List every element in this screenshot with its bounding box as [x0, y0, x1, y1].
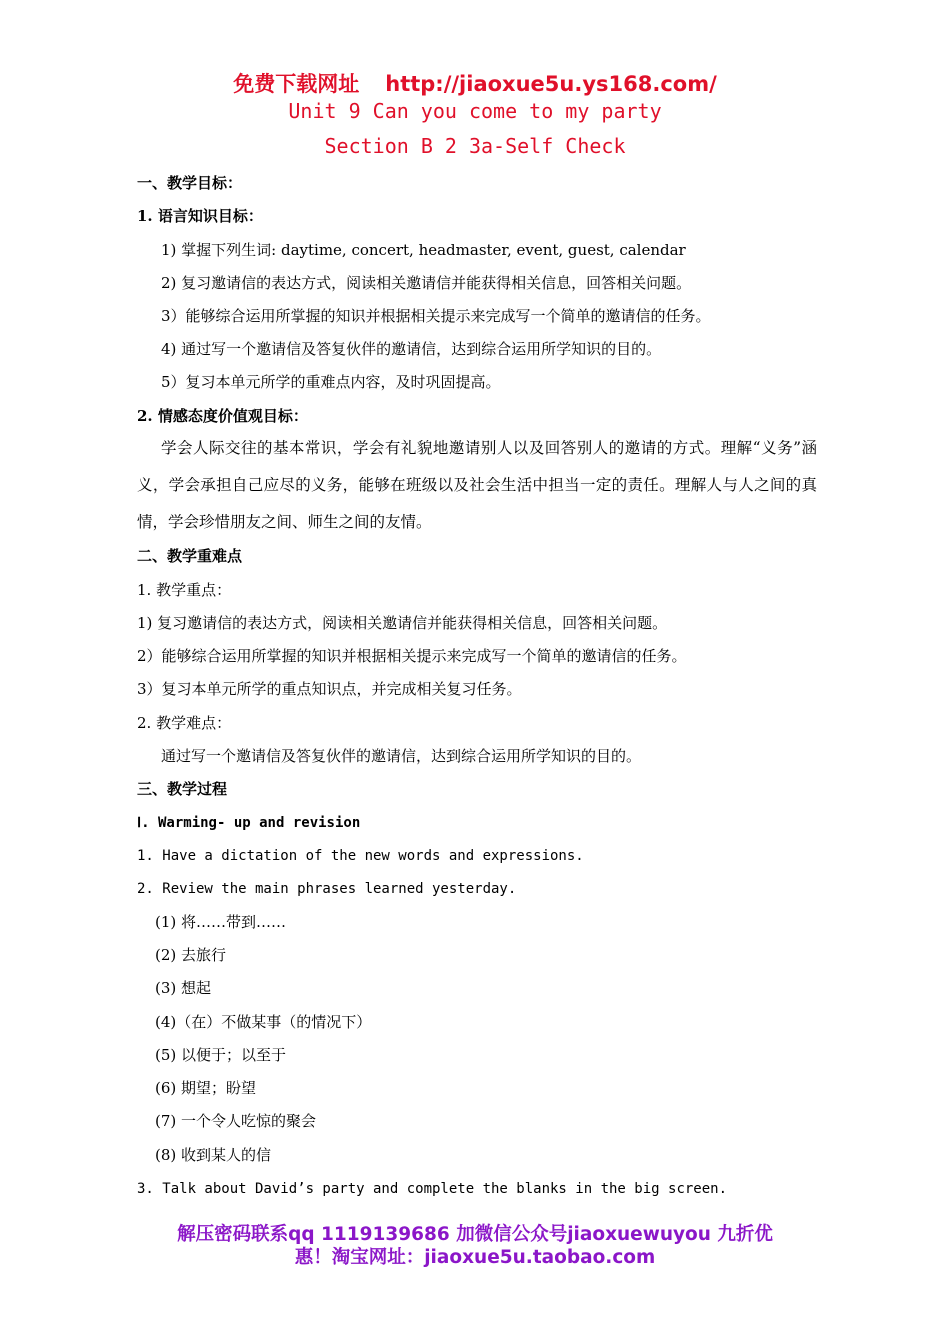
phrase-item: (7) 一个令人吃惊的聚会	[155, 1112, 317, 1130]
key-points-title: 1. 教学重点：	[137, 581, 232, 599]
step-item-talk: 3. Talk about David’s party and complete the blanks in the big screen.	[137, 1181, 728, 1197]
phrase-item: (5) 以便于；以至于	[155, 1046, 287, 1064]
step-item-dictation: 1. Have a dictation of the new words and expressions.	[137, 848, 584, 864]
download-label: 免费下载网址	[233, 72, 360, 96]
difficulty-title: 2. 教学难点：	[137, 714, 232, 732]
footer-contact: 解压密码联系qq 1119139686 加微信公众号jiaoxuewuyou 九折优	[177, 1224, 773, 1245]
phrase-item: (2) 去旅行	[155, 946, 227, 964]
goal-item-4: 4) 通过写一个邀请信及答复伙伴的邀请信，达到综合运用所学知识的目的。	[161, 340, 662, 358]
download-url[interactable]: http://jiaoxue5u.ys168.com/	[385, 72, 717, 96]
phrase-item: (3) 想起	[155, 979, 212, 997]
step-item-review: 2. Review the main phrases learned yesterday.	[137, 881, 517, 897]
heading-teaching-process: 三、教学过程	[137, 780, 228, 798]
phrase-item: (1) 将……带到……	[155, 913, 287, 931]
heading-teaching-goals: 一、教学目标：	[137, 174, 243, 192]
difficulty-point-1: 通过写一个邀请信及答复伙伴的邀请信，达到综合运用所学知识的目的。	[161, 747, 642, 765]
goal-item-5: 5）复习本单元所学的重难点内容，及时巩固提高。	[161, 373, 501, 391]
heading-emotion-goals: 2. 情感态度价值观目标：	[137, 407, 308, 425]
footer-shop-link[interactable]: 惠！淘宝网址：jiaoxue5u.taobao.com	[294, 1247, 656, 1268]
key-point-3: 3）复习本单元所学的重点知识点，并完成相关复习任务。	[137, 680, 522, 698]
goal-item-1: 1) 掌握下列生词: daytime, concert, headmaster, event, guest, calendar	[161, 241, 686, 259]
phrase-item: (8) 收到某人的信	[155, 1146, 272, 1164]
phrase-item: (4)（在）不做某事（的情况下）	[155, 1013, 372, 1031]
key-point-1: 1) 复习邀请信的表达方式，阅读相关邀请信并能获得相关信息，回答相关问题。	[137, 614, 668, 632]
goal-item-3: 3）能够综合运用所掌握的知识并根据相关提示来完成写一个简单的邀请信的任务。	[161, 307, 711, 325]
download-banner	[0, 68, 950, 98]
heading-key-points: 二、教学重难点	[137, 547, 243, 565]
goal-item-2: 2) 复习邀请信的表达方式，阅读相关邀请信并能获得相关信息，回答相关问题。	[161, 274, 692, 292]
heading-language-goals: 1. 语言知识目标：	[137, 207, 263, 225]
emotion-paragraph: 学会人际交往的基本常识，学会有礼貌地邀请别人以及回答别人的邀请的方式。理解“义务”涵义，学会承担自己应尽的义务，能够在班级以及社会生活中担当一定的责任。理解人与人之间的真情，学会珍惜朋友之间、师生之间的友情。	[137, 439, 817, 531]
phrase-item: (6) 期望；盼望	[155, 1079, 257, 1097]
key-point-2: 2）能够综合运用所掌握的知识并根据相关提示来完成写一个简单的邀请信的任务。	[137, 647, 687, 665]
unit-title: Unit 9 Can you come to my party	[288, 99, 662, 123]
section-title: Section B 2 3a-Self Check	[324, 134, 626, 158]
step-warming-up-title: Ⅰ. Warming- up and revision	[137, 815, 361, 831]
